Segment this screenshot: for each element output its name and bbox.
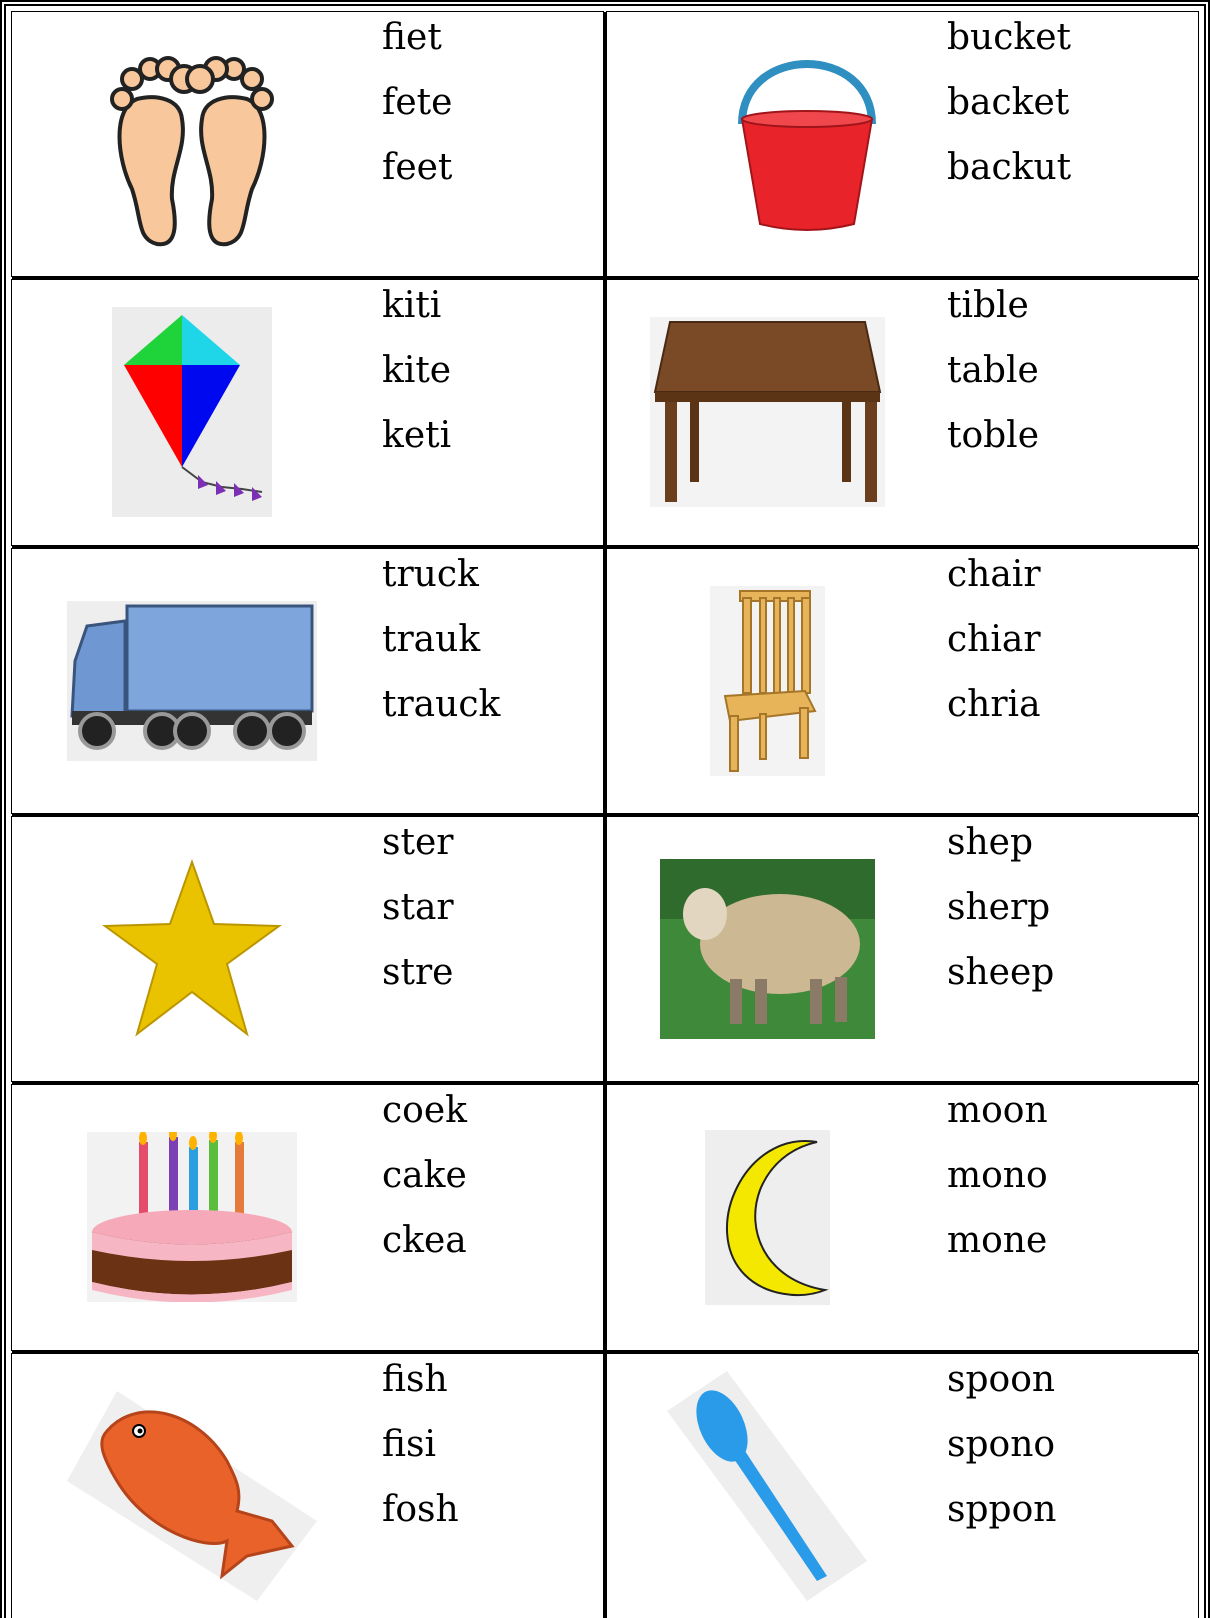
fish-picture bbox=[12, 1354, 372, 1618]
word-option[interactable]: stre bbox=[382, 952, 454, 993]
chair-picture bbox=[607, 549, 937, 813]
word-option[interactable]: kiti bbox=[382, 285, 442, 327]
kite-picture bbox=[12, 280, 372, 544]
moon-picture bbox=[607, 1085, 937, 1349]
word-options bbox=[382, 1089, 467, 1284]
card-bucket bbox=[607, 12, 1198, 276]
cake-picture bbox=[12, 1085, 372, 1349]
word-options bbox=[947, 16, 1071, 211]
word-options bbox=[947, 1089, 1048, 1284]
word-option[interactable]: kite bbox=[382, 350, 452, 392]
word-options bbox=[382, 284, 451, 479]
truck-picture bbox=[12, 549, 372, 813]
feet-picture bbox=[12, 12, 372, 276]
card-fish bbox=[12, 1354, 603, 1618]
word-option[interactable]: chair bbox=[947, 553, 1041, 595]
word-option[interactable]: backet bbox=[947, 82, 1070, 123]
word-options bbox=[947, 553, 1041, 748]
word-option[interactable]: shep bbox=[947, 822, 1034, 863]
word-options bbox=[382, 821, 454, 1016]
word-option[interactable]: fiet bbox=[382, 17, 442, 58]
word-option[interactable]: spoon bbox=[947, 1358, 1056, 1400]
word-option[interactable]: coek bbox=[382, 1090, 467, 1132]
spoon-picture bbox=[607, 1354, 937, 1618]
word-option[interactable]: feet bbox=[382, 147, 453, 188]
card-spoon bbox=[607, 1354, 1198, 1618]
card-sheep bbox=[607, 817, 1198, 1081]
word-option[interactable]: toble bbox=[947, 415, 1040, 457]
word-option[interactable]: chria bbox=[947, 683, 1041, 725]
word-option[interactable]: trauck bbox=[382, 683, 501, 725]
word-option[interactable]: fete bbox=[382, 82, 453, 123]
word-option[interactable]: moon bbox=[947, 1090, 1048, 1132]
word-option[interactable]: tible bbox=[947, 285, 1029, 327]
card-moon bbox=[607, 1085, 1198, 1349]
word-option[interactable]: ster bbox=[382, 822, 454, 863]
word-option[interactable]: mone bbox=[947, 1220, 1048, 1262]
word-option[interactable]: sheep bbox=[947, 952, 1055, 993]
word-option[interactable]: bucket bbox=[947, 17, 1071, 58]
word-option[interactable]: chiar bbox=[947, 618, 1041, 660]
table-picture bbox=[607, 280, 937, 544]
word-options bbox=[947, 1358, 1056, 1553]
card-chair bbox=[607, 549, 1198, 813]
word-option[interactable]: mono bbox=[947, 1155, 1048, 1197]
card-truck bbox=[12, 549, 603, 813]
card-cake bbox=[12, 1085, 603, 1349]
word-options bbox=[382, 16, 452, 211]
sheep-picture bbox=[607, 817, 937, 1081]
word-option[interactable]: sppon bbox=[947, 1488, 1057, 1530]
word-option[interactable]: fish bbox=[382, 1358, 448, 1400]
word-option[interactable]: trauk bbox=[382, 618, 481, 660]
word-option[interactable]: spono bbox=[947, 1423, 1056, 1465]
card-table bbox=[607, 280, 1198, 544]
word-option[interactable]: fisi bbox=[382, 1423, 436, 1465]
word-option[interactable]: table bbox=[947, 350, 1039, 392]
word-options bbox=[947, 821, 1054, 1016]
card-kite bbox=[12, 280, 603, 544]
word-options bbox=[947, 284, 1039, 479]
star-picture bbox=[12, 817, 372, 1081]
word-option[interactable]: ckea bbox=[382, 1220, 467, 1262]
word-option[interactable]: backut bbox=[947, 147, 1072, 188]
word-option[interactable]: cake bbox=[382, 1155, 467, 1197]
word-option[interactable]: keti bbox=[382, 415, 452, 457]
word-option[interactable]: fosh bbox=[382, 1488, 459, 1530]
picture-word-grid bbox=[12, 12, 1198, 1618]
word-option[interactable]: sherp bbox=[947, 887, 1051, 928]
word-options bbox=[382, 553, 500, 748]
word-option[interactable]: star bbox=[382, 887, 454, 928]
card-feet bbox=[12, 12, 603, 276]
word-options bbox=[382, 1358, 459, 1553]
card-star bbox=[12, 817, 603, 1081]
bucket-picture bbox=[627, 12, 987, 276]
word-option[interactable]: truck bbox=[382, 553, 479, 595]
